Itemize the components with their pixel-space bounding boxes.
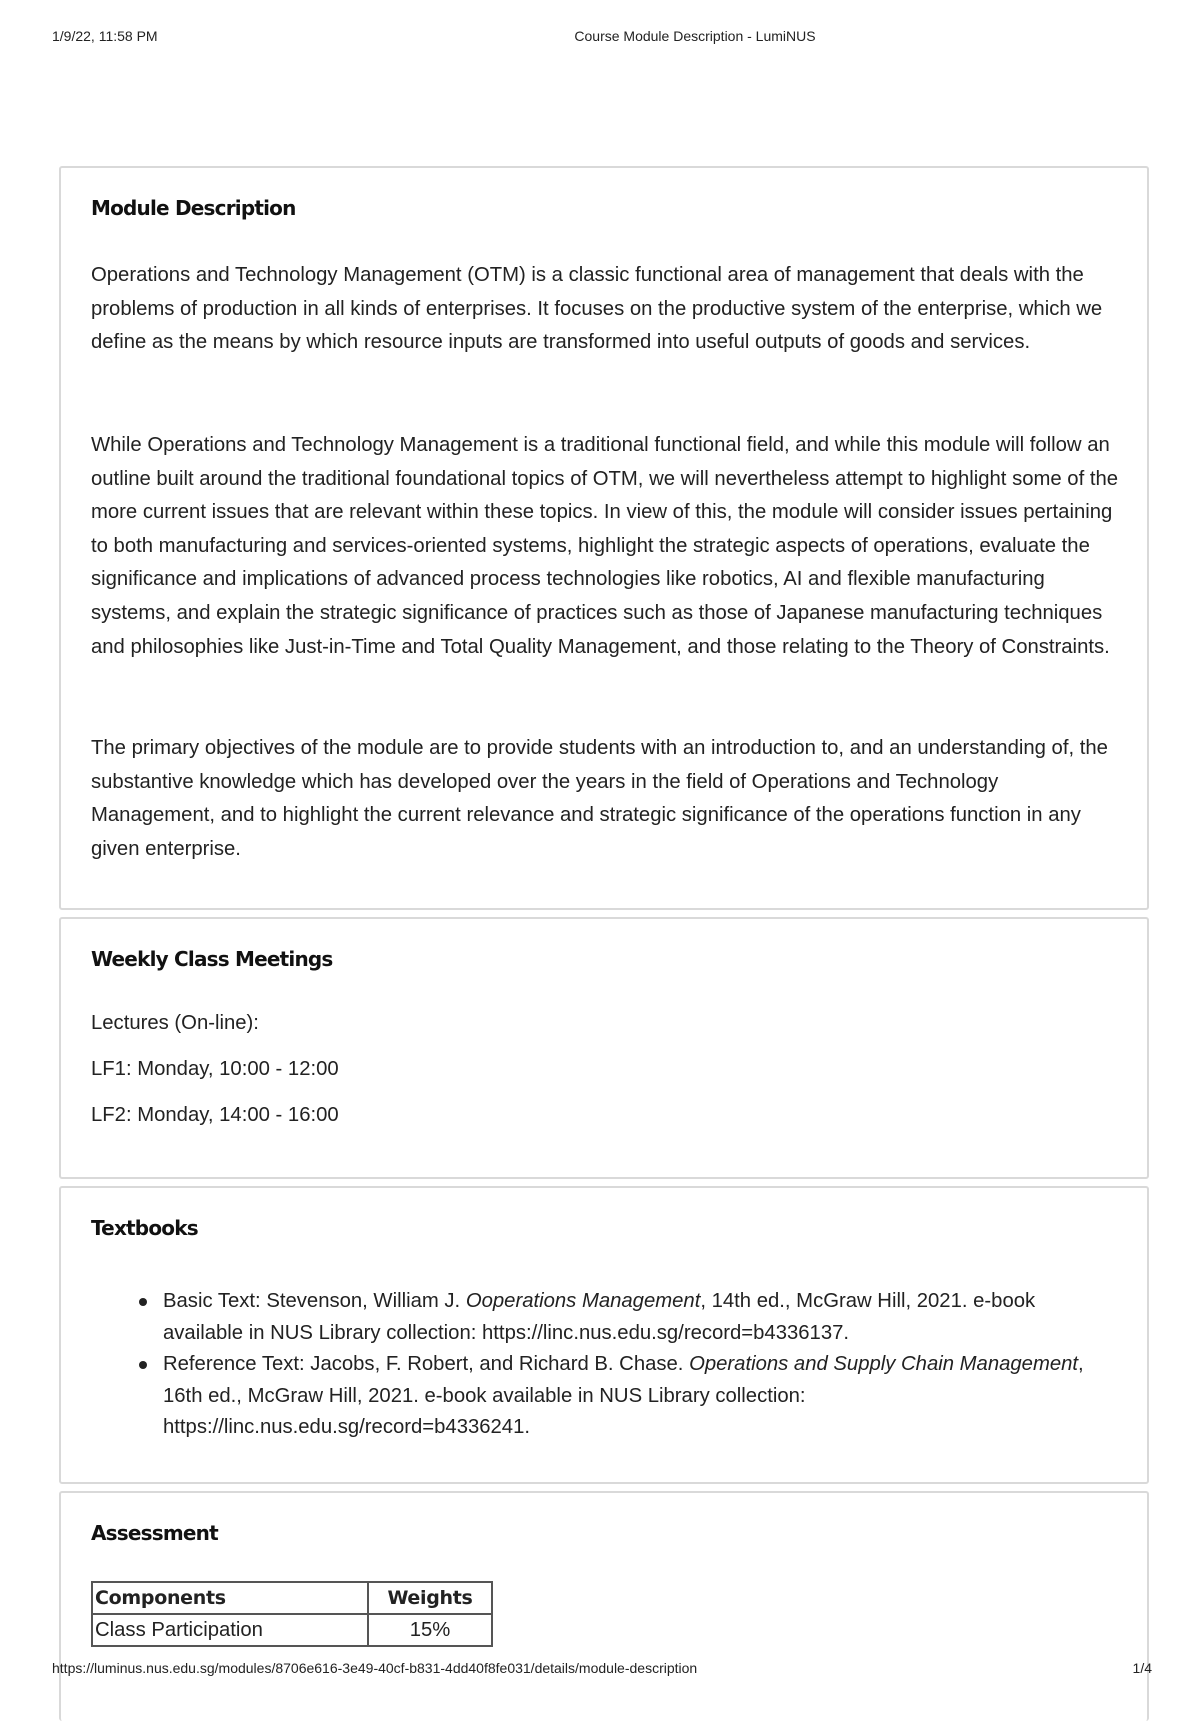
- column-header-weights: Weights: [368, 1582, 492, 1614]
- lecture-slot-lf2: LF2: Monday, 14:00 - 16:00: [91, 1104, 339, 1126]
- assessment-table: [91, 1581, 493, 1647]
- textbooks-heading: Textbooks: [91, 1216, 198, 1240]
- component-cell: Class Participation: [92, 1614, 368, 1646]
- weekly-meetings-heading: Weekly Class Meetings: [91, 947, 333, 971]
- assessment-heading: Assessment: [91, 1521, 218, 1545]
- weight-cell: 15%: [368, 1614, 492, 1646]
- description-paragraph: The primary objectives of the module are to provide students with an introduction to, and an understanding of, the substantive knowledge which has developed over the years in the field of Operations and Technology Management, and to highlight the current relevance and strategic significance of the operations function in any given enterprise.: [91, 737, 1108, 860]
- textbook-list: [91, 1286, 1091, 1444]
- page-number: 1/4: [1132, 1660, 1152, 1676]
- textbooks-card: [59, 1186, 1149, 1484]
- bullet-icon: [139, 1298, 147, 1306]
- bullet-icon: [139, 1361, 147, 1369]
- module-description-card: [59, 166, 1149, 910]
- weekly-meetings-card: [59, 917, 1149, 1179]
- print-page-title: Course Module Description - LumiNUS: [574, 28, 816, 44]
- table-header-row: [92, 1582, 492, 1614]
- print-footer: [0, 1660, 1200, 1680]
- textbook-text: Basic Text: Stevenson, William J.: [163, 1290, 466, 1312]
- textbook-text: Reference Text: Jacobs, F. Robert, and Richard B. Chase.: [163, 1353, 690, 1375]
- description-paragraph: Operations and Technology Management (OTM) is a classic functional area of management that deals with the problems of production in all kinds of enterprises. It focuses on the productive system of the enterprise, which we define as the means by which resource inputs are transformed into useful outputs of goods and services.: [91, 264, 1103, 354]
- module-description-heading: Module Description: [91, 196, 296, 220]
- print-header: [0, 28, 1200, 48]
- textbook-item: [91, 1286, 1091, 1349]
- description-paragraph: While Operations and Technology Management is a traditional functional field, and while this module will follow an outline built around the traditional foundational topics of OTM, we will nevertheless attempt to highlight some of the more current issues that are relevant within these topics. In view of this, the module will consider issues pertaining to both manufacturing and services-oriented systems, highlight the strategic aspects of operations, evaluate the significance and implications of advanced process technologies like robotics, AI and flexible manufacturing systems, and explain the strategic significance of practices such as those of Japanese manufacturing techniques and philosophies like Just-in-Time and Total Quality Management, and those relating to the Theory of Constraints.: [91, 434, 1119, 658]
- page-url: https://luminus.nus.edu.sg/modules/8706e616-3e49-40cf-b831-4dd40f8fe031/details/module-description: [52, 1660, 698, 1676]
- column-header-components: Components: [92, 1582, 368, 1614]
- textbook-details: , 14th ed., McGraw Hill, 2021. e-book available in NUS Library collection: https://linc.nus.edu.sg/record=b4336137.: [163, 1290, 1036, 1344]
- textbook-title: Operations and Supply Chain Management: [689, 1353, 1079, 1375]
- assessment-card: [59, 1491, 1149, 1721]
- print-date: 1/9/22, 11:58 PM: [52, 28, 158, 44]
- textbook-details: , 16th ed., McGraw Hill, 2021. e-book available in NUS Library collection: https://linc.nus.edu.sg/record=b4336241.: [163, 1353, 1084, 1438]
- textbook-item: [91, 1349, 1091, 1444]
- textbook-title: Ooperations Management: [465, 1290, 701, 1312]
- lectures-label: Lectures (On-line):: [91, 1012, 259, 1034]
- table-row: [92, 1614, 492, 1646]
- lecture-slot-lf1: LF1: Monday, 10:00 - 12:00: [91, 1058, 339, 1080]
